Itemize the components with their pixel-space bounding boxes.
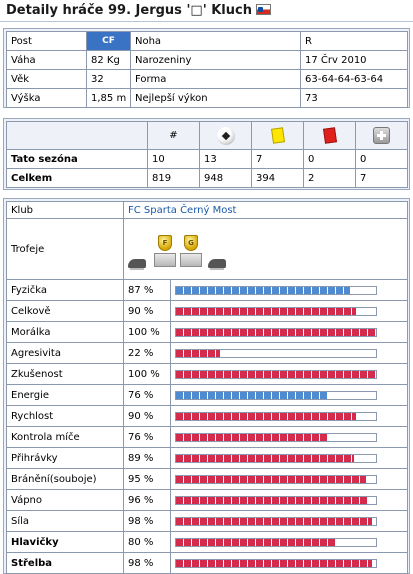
skill-value: 89 %	[124, 448, 171, 469]
page-title-text: Detaily hráče 99. Jergus '□' Kluch	[6, 3, 252, 18]
skill-row	[7, 553, 408, 574]
skill-value: 76 %	[124, 427, 171, 448]
skill-bar	[175, 475, 377, 484]
stats-header-icon	[304, 122, 356, 150]
skill-row	[7, 448, 408, 469]
trophy-cup-icon: G	[184, 235, 198, 251]
skill-bar-fill	[176, 497, 368, 504]
skill-row	[7, 427, 408, 448]
skill-row	[7, 364, 408, 385]
info-value: 63-64-64-63-64	[301, 70, 408, 89]
info-value: CF	[87, 32, 131, 51]
trophy-pedestal-icon	[154, 253, 176, 267]
skill-bar	[175, 391, 377, 400]
skill-bar-cell	[171, 511, 408, 532]
trophy-pedestal-icon	[180, 253, 202, 267]
flag-icon	[256, 4, 271, 15]
title-divider	[0, 21, 413, 22]
skill-value: 95 %	[124, 469, 171, 490]
skill-name: Energie	[7, 385, 124, 406]
skill-bar-fill	[176, 413, 356, 420]
skill-value: 22 %	[124, 343, 171, 364]
season-stats-table	[6, 121, 408, 188]
info-value: R	[301, 32, 408, 51]
skill-row	[7, 385, 408, 406]
skill-bar	[175, 454, 377, 463]
skill-bar-cell	[171, 364, 408, 385]
skill-bar	[175, 370, 377, 379]
skill-row	[7, 469, 408, 490]
skills-table	[6, 201, 408, 574]
skill-bar-cell	[171, 343, 408, 364]
skill-value: 100 %	[124, 364, 171, 385]
club-link[interactable]: FC Sparta Černý Most	[124, 202, 408, 219]
skill-bar	[175, 559, 377, 568]
skill-name: Hlavičky	[7, 532, 124, 553]
skill-bar-cell	[171, 322, 408, 343]
info-label: Noha	[131, 32, 301, 51]
skill-bar-fill	[176, 287, 350, 294]
skill-name: Střelba	[7, 553, 124, 574]
trophies-label: Trofeje	[7, 219, 124, 280]
plus-icon	[373, 127, 390, 144]
stats-header-count: #	[148, 122, 200, 150]
skill-bar	[175, 349, 377, 358]
skill-value: 98 %	[124, 553, 171, 574]
skill-bar	[175, 286, 377, 295]
info-label: Váha	[7, 51, 87, 70]
stats-value: 394	[252, 169, 304, 188]
info-table	[6, 31, 408, 108]
stats-value: 948	[200, 169, 252, 188]
skill-bar	[175, 307, 377, 316]
info-value: 17 Črv 2010	[301, 51, 408, 70]
boot-icon	[208, 259, 226, 268]
club-row	[7, 202, 408, 219]
boot-icon	[128, 259, 146, 268]
info-value: 73	[301, 89, 408, 108]
stats-value: 10	[148, 150, 200, 169]
skill-row	[7, 322, 408, 343]
skill-bar	[175, 328, 377, 337]
skill-name: Morálka	[7, 322, 124, 343]
skill-name: Zkušenost	[7, 364, 124, 385]
skill-name: Fyzička	[7, 280, 124, 301]
skill-value: 100 %	[124, 322, 171, 343]
stats-header-row	[7, 122, 408, 150]
skill-row	[7, 301, 408, 322]
info-value: 82 Kg	[87, 51, 131, 70]
skill-bar	[175, 412, 377, 421]
stats-value: 7	[356, 169, 408, 188]
skill-value: 96 %	[124, 490, 171, 511]
stats-value: 0	[356, 150, 408, 169]
skill-value: 98 %	[124, 511, 171, 532]
skill-bar-cell	[171, 532, 408, 553]
skill-bar-fill	[176, 476, 366, 483]
skill-bar-cell	[171, 448, 408, 469]
skill-name: Kontrola míče	[7, 427, 124, 448]
skill-bar-fill	[176, 539, 336, 546]
info-label: Věk	[7, 70, 87, 89]
trophies-row	[7, 219, 408, 280]
skill-bar	[175, 433, 377, 442]
skill-name: Přihrávky	[7, 448, 124, 469]
info-label: Post	[7, 32, 87, 51]
skill-bar-fill	[176, 518, 372, 525]
stats-row	[7, 169, 408, 188]
skill-bar-fill	[176, 371, 376, 378]
skill-name: Celkově	[7, 301, 124, 322]
ball-icon	[217, 127, 235, 145]
info-label: Forma	[131, 70, 301, 89]
trophies-showcase	[128, 227, 403, 271]
skill-value: 90 %	[124, 301, 171, 322]
yellow-card-icon	[271, 127, 285, 144]
trophies-cell	[124, 219, 408, 280]
skill-bar-cell	[171, 427, 408, 448]
skill-name: Agresivita	[7, 343, 124, 364]
stats-value: 2	[304, 169, 356, 188]
info-row	[7, 70, 408, 89]
skill-bar-cell	[171, 301, 408, 322]
skill-name: Vápno	[7, 490, 124, 511]
skill-bar-cell	[171, 490, 408, 511]
stats-header-icon	[200, 122, 252, 150]
skill-row	[7, 280, 408, 301]
skill-bar-fill	[176, 329, 376, 336]
skill-row	[7, 343, 408, 364]
info-label: Narozeniny	[131, 51, 301, 70]
red-card-icon	[323, 127, 337, 144]
skill-bar-fill	[176, 434, 328, 441]
skill-row	[7, 490, 408, 511]
skill-row	[7, 511, 408, 532]
stats-row-label: Celkem	[7, 169, 148, 188]
stats-header-icon	[252, 122, 304, 150]
skill-bar-cell	[171, 469, 408, 490]
stats-value: 13	[200, 150, 252, 169]
skill-row	[7, 532, 408, 553]
skill-row	[7, 406, 408, 427]
info-row	[7, 51, 408, 70]
stats-value: 7	[252, 150, 304, 169]
stats-header-blank	[7, 122, 148, 150]
skill-value: 90 %	[124, 406, 171, 427]
skill-bar-fill	[176, 392, 328, 399]
skill-value: 80 %	[124, 532, 171, 553]
skill-bar-fill	[176, 455, 354, 462]
info-value: 1,85 m	[87, 89, 131, 108]
skill-bar-fill	[176, 560, 372, 567]
skill-name: Rychlost	[7, 406, 124, 427]
skill-value: 87 %	[124, 280, 171, 301]
info-row	[7, 32, 408, 51]
skill-bar-cell	[171, 385, 408, 406]
stats-value: 0	[304, 150, 356, 169]
club-label: Klub	[7, 202, 124, 219]
skill-value: 76 %	[124, 385, 171, 406]
skill-name: Bránění(souboje)	[7, 469, 124, 490]
skill-bar-cell	[171, 406, 408, 427]
skill-bar	[175, 538, 377, 547]
stats-row-label: Tato sezóna	[7, 150, 148, 169]
page-title	[6, 3, 271, 18]
stats-value: 819	[148, 169, 200, 188]
trophy-cup-icon: F	[158, 235, 172, 251]
info-value: 32	[87, 70, 131, 89]
skill-bar-fill	[176, 350, 220, 357]
skill-bar-fill	[176, 308, 356, 315]
info-row	[7, 89, 408, 108]
info-label: Výška	[7, 89, 87, 108]
skill-bar-cell	[171, 280, 408, 301]
info-label: Nejlepší výkon	[131, 89, 301, 108]
stats-header-icon	[356, 122, 408, 150]
skill-name: Síla	[7, 511, 124, 532]
skill-bar-cell	[171, 553, 408, 574]
skill-bar	[175, 517, 377, 526]
stats-row	[7, 150, 408, 169]
skill-bar	[175, 496, 377, 505]
